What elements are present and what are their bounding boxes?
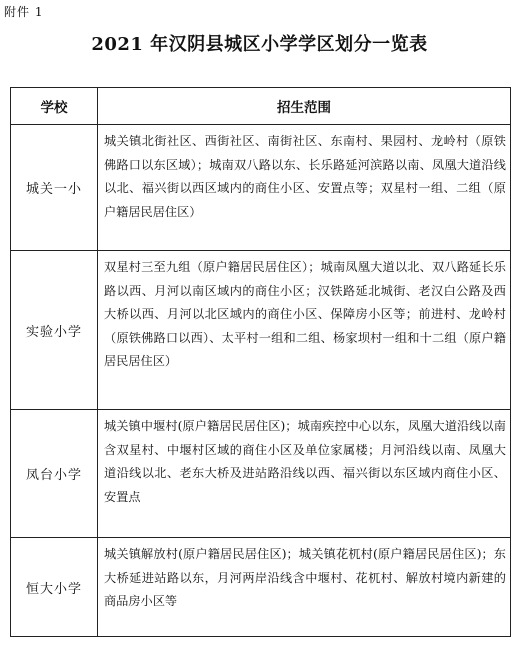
table-row — [11, 410, 511, 538]
enrollment-scope: 城关镇北街社区、西街社区、南街社区、东南村、果园村、龙岭村（原铁佛路口以东区域）；城南双八路以东、长乐路延河滨路以南、凤凰大道沿线以北、福兴街以西区域内的商住小区、安置点等；双星村一组、二组（原户籍居民居住区） — [98, 125, 511, 251]
table-header-row — [11, 88, 511, 125]
school-name: 实验小学 — [11, 251, 98, 410]
table-row — [11, 251, 511, 410]
school-name: 恒大小学 — [11, 538, 98, 637]
header-scope: 招生范围 — [98, 88, 511, 125]
enrollment-scope: 城关镇解放村(原户籍居民居住区)；城关镇花杌村(原户籍居民居住区)；东大桥延进站路以东，月河两岸沿线含中堰村、花杌村、解放村境内新建的商品房小区等 — [98, 538, 511, 637]
table-row — [11, 538, 511, 637]
enrollment-scope: 双星村三至九组（原户籍居民居住区）；城南凤凰大道以北、双八路延长乐路以西、月河以南区域内的商住小区；汉铁路延北城街、老汉白公路及西大桥以西、月河以北区域内的商住小区、保障房小区等；前进村、龙岭村（原铁佛路口以西）、太平村一组和二组、杨家坝村一组和十二组（原户籍居民居住区） — [98, 251, 511, 410]
document-title: 2021 年汉阴县城区小学学区划分一览表 — [91, 34, 428, 55]
attachment-label: 附件 1 — [4, 5, 44, 19]
school-name: 城关一小 — [11, 125, 98, 251]
school-district-table — [10, 87, 511, 637]
table-row — [11, 125, 511, 251]
enrollment-scope: 城关镇中堰村(原户籍居民居住区)；城南疾控中心以东，凤凰大道沿线以南含双星村、中堰村区域的商住小区及单位家属楼；月河沿线以南、凤凰大道沿线以北、老东大桥及进站路沿线以西、福兴街以东区域内商住小区、安置点 — [98, 410, 511, 538]
school-name: 凤台小学 — [11, 410, 98, 538]
header-school: 学校 — [11, 88, 98, 125]
